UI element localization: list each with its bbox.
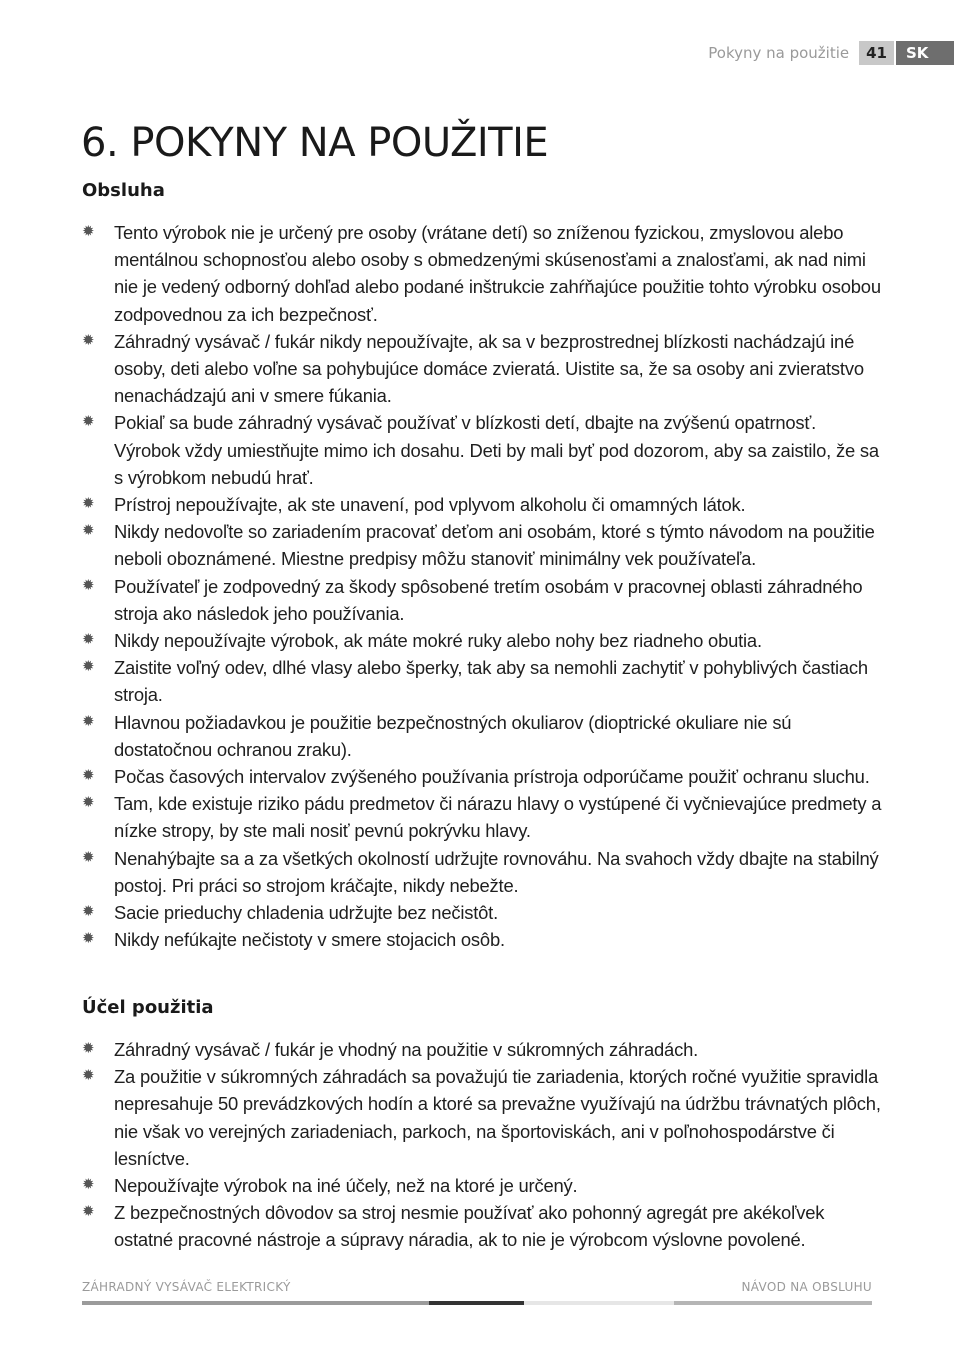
gear-bullet-icon: ✹ [82,631,95,649]
gear-bullet-icon: ✹ [82,1067,95,1085]
list-item: ✹ Hlavnou požiadavkou je použitie bezpečnostných okuliarov (dioptrické okuliare nie sú dostatočnou ochranou zraku). [82,711,792,760]
footer-bar-segment [524,1301,674,1305]
gear-bullet-icon: ✹ [82,495,95,513]
footer-bar-segment [82,1301,429,1305]
header-title: Pokyny na použitie [708,44,850,62]
gear-bullet-icon: ✹ [82,848,95,866]
list-item: ✹ Z bezpečnostných dôvodov sa stroj nesmie používať ako pohonný agregát pre akékoľvek ostatné pracovné nástroje a súpravy náradia, ak to nie je výrobcom výslovne povolené. [82,1202,825,1251]
footer-bar-segment [429,1301,524,1305]
list-item: ✹ Nikdy nedovoľte so zariadením pracovať deťom ani osobám, ktoré s týmto návodom na použitie neboli oboznámené. Miestne predpisy môžu stanoviť minimálny vek používateľa. [82,521,875,570]
list-item: ✹ Tento výrobok nie je určený pre osoby (vrátane detí) so zníženou fyzickou, zmyslovou alebo mentálnou schopnosťou alebo osoby s obmedzenými skúsenosťami a znalosťami, ak nad nimi nie je vedený odborný dohľad alebo podané inštrukcie zahŕňajúce použitie tohto výrobku osobou zodpovednou za ich bezpečnosť. [82,222,881,325]
list-item: ✹ Záhradný vysávač / fukár je vhodný na použitie v súkromných záhradách. [82,1039,699,1060]
gear-bullet-icon: ✹ [82,522,95,540]
list-item: ✹ Nepoužívajte výrobok na iné účely, než na ktoré je určený. [82,1175,578,1197]
list-item: ✹ Nikdy nefúkajte nečistoty v smere stojacich osôb. [82,929,505,951]
gear-bullet-icon: ✹ [82,223,95,240]
gear-bullet-icon: ✹ [82,903,95,921]
gear-bullet-icon: ✹ [82,930,95,948]
list-item: ✹ Sacie prieduchy chladenia udržujte bez nečistôt. [82,902,498,924]
gear-bullet-icon: ✹ [82,413,95,431]
footer-bar-segment [674,1301,872,1305]
footer-product-name: ZÁHRADNÝ VYSÁVAČ ELEKTRICKÝ [82,1280,291,1294]
gear-bullet-icon: ✹ [82,658,95,676]
list-item: ✹ Počas časových intervalov zvýšeného používania prístroja odporúčame použiť ochranu sluchu. [82,766,870,788]
list-item: ✹ Prístroj nepoužívajte, ak ste unavení, pod vplyvom alkoholu či omamných látok. [82,494,746,516]
footer-manual-name: NÁVOD NA OBSLUHU [741,1280,872,1294]
gear-bullet-icon: ✹ [82,1203,95,1221]
list-item: ✹ Záhradný vysávač / fukár nikdy nepoužívajte, ak sa v bezprostrednej blízkosti nachádzajú iné osoby, deti alebo voľne sa pohybujúce domáce zvieratá. Uistite sa, že sa osoby ani zvieratstvo nenachádzajú ani v smere fúkania. [82,330,864,407]
section-heading-ucel-pouzitia: Účel použitia [82,997,214,1018]
gear-bullet-icon: ✹ [82,331,95,349]
language-badge: SK [896,41,954,65]
list-item: ✹ Za použitie v súkromných záhradách sa považujú tie zariadenia, ktorých ročné využitie spravidla nepresahuje 50 prevádzkových hodín a ktoré sa prevažne využívajú na údržbu trávnatých plôch, nie však vo verejných zariadeniach, parkoch, na športoviskách, ani v poľnohospodárstve či lesníctve. [82,1066,881,1169]
gear-bullet-icon: ✹ [82,794,95,812]
gear-bullet-icon: ✹ [82,1176,95,1194]
gear-bullet-icon: ✹ [82,576,95,594]
page-number: 41 [859,41,894,65]
page-title: 6. POKYNY NA POUŽITIE [81,120,549,166]
list-ucel-pouzitia [82,1036,882,1254]
list-item: ✹ Používateľ je zodpovedný za škody spôsobené tretím osobám v pracovnej oblasti záhradného stroja ako následok jeho používania. [82,575,863,624]
page-header [708,41,954,65]
list-item: ✹ Pokiaľ sa bude záhradný vysávač používať v blízkosti detí, dbajte na zvýšenú opatrnosť. Výrobok vždy umiestňujte mimo ich dosahu. Deti by mali byť pod dozorom, aby sa zaistilo, že sa s výrobkom nebudú hrať. [82,412,879,488]
list-item: ✹ Nenahýbajte sa a za všetkých okolností udržujte rovnováhu. Na svahoch vždy dbajte na stabilný postoj. Pri práci so strojom kráčajte, nikdy nebežte. [82,847,879,896]
list-obsluha [82,219,882,953]
list-item: ✹ Zaistite voľný odev, dlhé vlasy alebo šperky, tak aby sa nemohli zachytiť v pohyblivých častiach stroja. [82,657,868,706]
gear-bullet-icon: ✹ [82,767,95,785]
list-item: ✹ Nikdy nepoužívajte výrobok, ak máte mokré ruky alebo nohy bez riadneho obutia. [82,630,762,652]
list-item: ✹ Tam, kde existuje riziko pádu predmetov či nárazu hlavy o vystúpené či vyčnievajúce predmety a nízke stropy, by ste mali nosiť pevnú pokrývku hlavy. [82,793,882,842]
gear-bullet-icon: ✹ [82,712,95,730]
gear-bullet-icon: ✹ [82,1040,95,1057]
section-heading-obsluha: Obsluha [82,180,165,201]
